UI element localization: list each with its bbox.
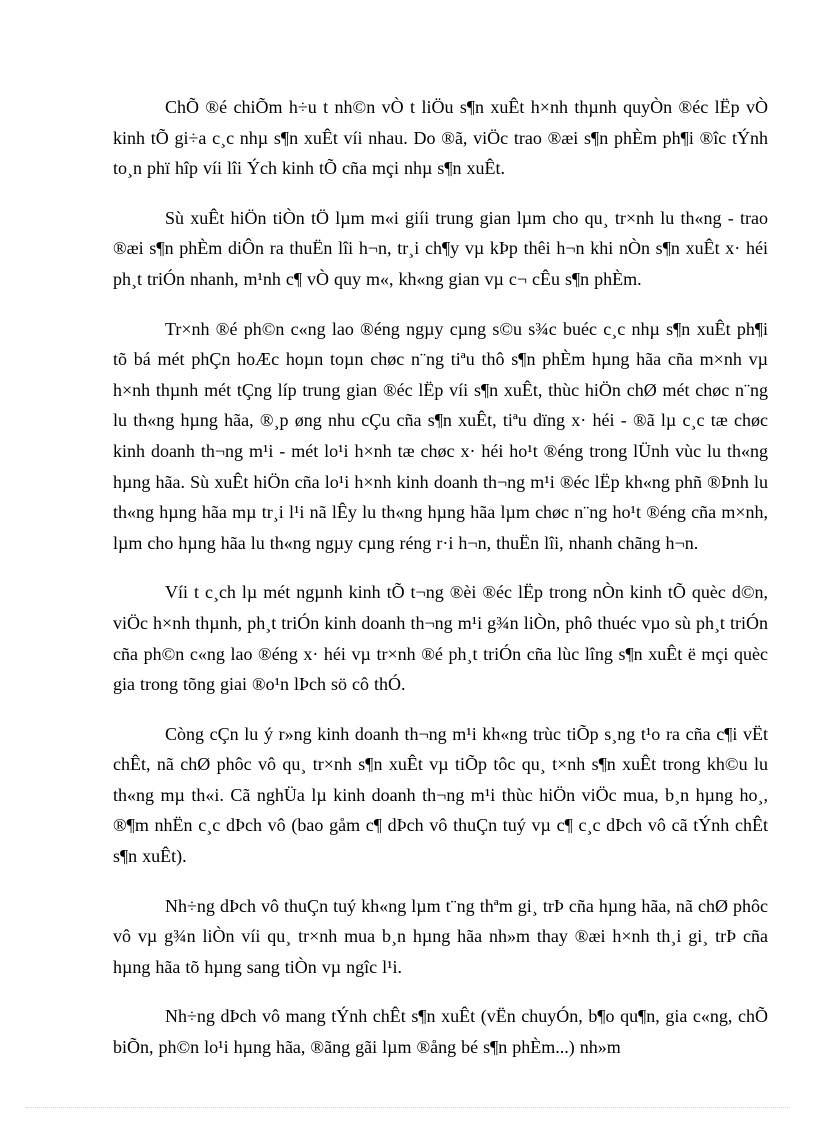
footer-divider xyxy=(26,1107,790,1108)
paragraph-2: Sù xuÊt hiÖn tiÒn tÖ lµm m«i giíi trung gian lµm cho qu¸ tr×nh lu th«ng - trao ®æi s¶n phÈm diÔn ra thuËn lîi h¬n, tr¸i ch¶y vµ kÞp thêi h¬n khi nÒn s¶n xuÊt x· héi ph¸t triÓn nhanh, m¹nh c¶ vÒ quy m«, kh«ng gian vµ c¬ cÊu s¶n phÈm. xyxy=(113,207,768,289)
paragraph-7: Nh÷ng dÞch vô mang tÝnh chÊt s¶n xuÊt (vËn chuyÓn, b¶o qu¶n, gia c«ng, chÕ biÕn, ph©n lo¹i hµng hãa, ®ãng gãi lµm ®ång bé s¶n phÈm...) nh»m xyxy=(113,1006,768,1058)
paragraph-1: ChÕ ®é chiÕm h÷u t nh©n vÒ t liÖu s¶n xuÊt h×nh thµnh quyÒn ®éc lËp vÒ kinh tÕ gi÷a c¸c nhµ s¶n xuÊt víi nhau. Do ®ã, viÖc trao ®æi s¶n phÈm ph¶i ®îc tÝnh to¸n phï hîp víi lîi Ých kinh tÕ cña mçi nhµ s¶n xuÊt. xyxy=(113,97,768,179)
paragraph-5: Còng cÇn lu ý r»ng kinh doanh th¬ng m¹i kh«ng trùc tiÕp s¸ng t¹o ra cña c¶i vËt chÊt, nã chØ phôc vô qu¸ tr×nh s¶n xuÊt vµ tiÕp tôc qu¸ t×nh s¶n xuÊt trong kh©u lu th«ng mµ th«i. Cã nghÜa lµ kinh doanh th¬ng m¹i thùc hiÖn viÖc mua, b¸n hµng ho¸, ®¶m nhËn c¸c dÞch vô (bao gåm c¶ dÞch vô thuÇn tuý vµ c¶ c¸c dÞch vô cã tÝnh chÊt s¶n xuÊt). xyxy=(113,723,768,867)
document-body xyxy=(113,92,768,1082)
paragraph-3: Tr×nh ®é ph©n c«ng lao ®éng ngµy cµng s©u s¾c buéc c¸c nhµ s¶n xuÊt ph¶i tõ bá mét phÇn hoÆc hoµn toµn chøc n¨ng tiªu thô s¶n phÈm hµng hãa cña m×nh vµ h×nh thµnh mét tÇng líp trung gian ®éc lËp víi s¶n xuÊt, thùc hiÖn chØ mét chøc n¨ng lu th«ng hµng hãa, ®¸p øng nhu cÇu cña s¶n xuÊt, tiªu dïng x· héi - ®ã lµ c¸c tæ chøc kinh doanh th¬ng m¹i - mét lo¹i h×nh tæ chøc x· héi ho¹t ®éng trong lÜnh vùc lu th«ng hµng hãa. Sù xuÊt hiÖn cña lo¹i h×nh kinh doanh th¬ng m¹i ®éc lËp kh«ng phñ ®Þnh lu th«ng hµng hãa mµ tr¸i l¹i nã lÊy lu th«ng hµng hãa lµm chøc n¨ng ho¹t ®éng cña m×nh, lµm cho hµng hãa lu th«ng ngµy cµng réng r·i h¬n, thuËn lîi, nhanh chãng h¬n. xyxy=(113,318,768,553)
paragraph-6: Nh÷ng dÞch vô thuÇn tuý kh«ng lµm t¨ng thªm gi¸ trÞ cña hµng hãa, nã chØ phôc vô vµ g¾n liÒn víi qu¸ tr×nh mua b¸n hµng hãa nh»m thay ®æi h×nh th¸i gi¸ trÞ cña hµng hãa tõ hµng sang tiÒn vµ ngîc l¹i. xyxy=(113,895,768,977)
paragraph-4: Víi t c¸ch lµ mét ngµnh kinh tÕ t¬ng ®èi ®éc lËp trong nÒn kinh tÕ quèc d©n, viÖc h×nh thµnh, ph¸t triÓn kinh doanh th¬ng m¹i g¾n liÒn, phô thuéc vµo sù ph¸t triÓn cña ph©n c«ng lao ®éng x· héi vµ tr×nh ®é ph¸t triÓn cña lùc lîng s¶n xuÊt ë mçi quèc gia trong tõng giai ®o¹n lÞch sö cô thÓ. xyxy=(113,582,768,695)
